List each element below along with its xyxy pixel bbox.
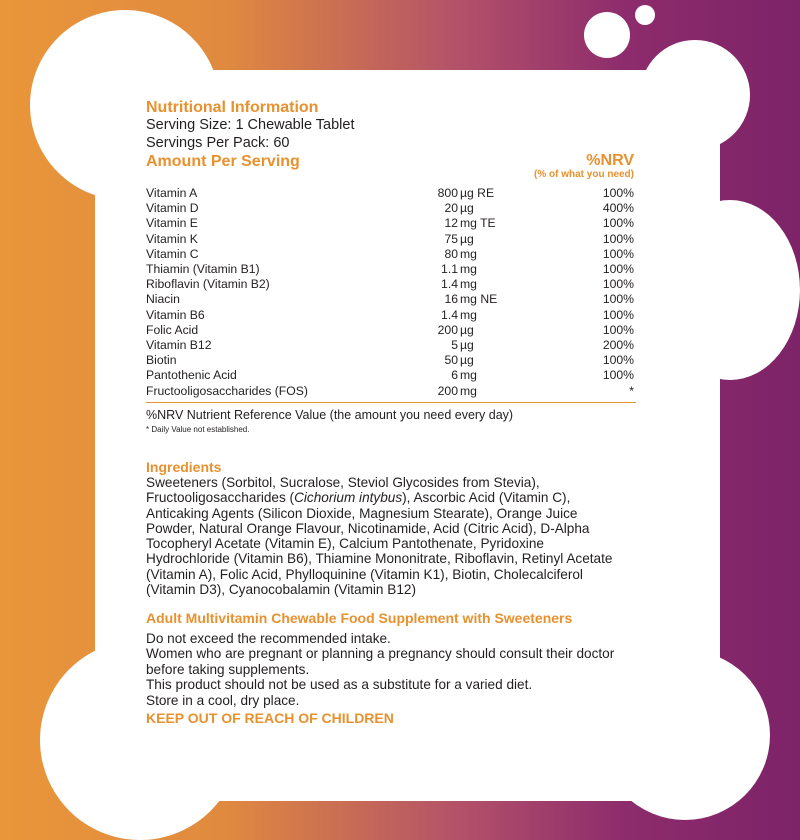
- nutrient-name: Vitamin E: [146, 216, 198, 231]
- nutrient-nrv: *: [629, 383, 634, 398]
- nutrient-name: Vitamin C: [146, 246, 199, 261]
- nutrient-unit: mg: [460, 307, 477, 322]
- ingredients-text-part-1: Sweeteners (Sorbitol, Sucralose, Steviol Glycosides from Stevia), Fructooligosaccharides (: [146, 475, 540, 506]
- nutrient-nrv: 200%: [602, 338, 634, 352]
- nutrient-row: [146, 353, 634, 368]
- nutrient-row: [146, 323, 634, 338]
- nutrient-row: [146, 232, 634, 247]
- nutrient-name: Vitamin A: [146, 186, 198, 200]
- nutrient-nrv: 100%: [602, 353, 634, 368]
- nutrient-amount: 1.1: [441, 262, 458, 276]
- ingredients-title: Ingredients: [146, 459, 222, 475]
- nutrient-amount: 50: [444, 353, 458, 368]
- warning-line: Store in a cool, dry place.: [146, 692, 300, 708]
- serving-size: Serving Size: 1 Chewable Tablet: [146, 117, 355, 133]
- nutrient-amount: 6: [451, 368, 458, 383]
- nutrient-row: [146, 247, 634, 262]
- nutrient-unit: mg: [460, 262, 477, 276]
- nutrient-amount: 1.4: [441, 307, 458, 322]
- nutrient-nrv: 100%: [602, 277, 634, 292]
- nutrient-unit: mg: [460, 277, 477, 292]
- nutrient-name: Riboflavin (Vitamin B2): [146, 277, 270, 292]
- nutrient-nrv: 100%: [602, 231, 634, 246]
- nutrient-nrv: 100%: [602, 262, 634, 276]
- nutrient-nrv: 100%: [602, 307, 634, 322]
- nutrient-name: Folic Acid: [146, 322, 199, 337]
- nutrient-name: Biotin: [146, 353, 177, 368]
- nutrient-row: [146, 308, 634, 323]
- nutrient-amount: 5: [451, 338, 458, 352]
- table-divider: [146, 402, 636, 403]
- nrv-footnote: %NRV Nutrient Reference Value (the amount you need every day): [146, 408, 514, 422]
- nutrient-amount: 12: [444, 216, 458, 231]
- warnings-block: [146, 631, 646, 708]
- nutrient-nrv: 100%: [602, 186, 634, 200]
- ingredients-text-part-2: ), Ascorbic Acid (Vitamin C), Anticaking Agents (Silicon Dioxide, Magnesium Stearate), Orange Juice Powder, Natural Orange Flavour, Nicotinamide, Acid (Citric Acid), D-Alpha Tocopheryl Acetate (Vitamin E), Calcium Pantothenate, Pyridoxine Hydrochloride (Vitamin B6), Thiamine Mononitrate, Riboflavin, Retinyl Acetate (Vitamin A), Folic Acid, Phylloquinine (Vitamin K1), Biotin, Cholecalciferol (Vitamin D3), Cyanocobalamin (Vitamin B12): [146, 490, 613, 598]
- nutrient-amount: 200: [437, 383, 458, 398]
- nutrient-row: [146, 277, 634, 292]
- nutrient-row: [146, 292, 634, 307]
- nutrient-name: Vitamin B6: [146, 307, 205, 322]
- nutrient-amount: 200: [437, 322, 458, 337]
- product-description-title: Adult Multivitamin Chewable Food Supplement with Sweeteners: [146, 610, 573, 626]
- nutrient-amount: 1.4: [441, 277, 458, 292]
- nutrient-name: Vitamin B12: [146, 338, 212, 352]
- nutrient-unit: mg NE: [460, 292, 498, 307]
- keep-out-of-reach-warning: KEEP OUT OF REACH OF CHILDREN: [146, 710, 394, 726]
- nutrient-unit: mg TE: [460, 216, 496, 231]
- nutrient-unit: µg: [460, 322, 474, 337]
- nutrient-unit: mg: [460, 246, 477, 261]
- nrv-subheading: (% of what you need): [534, 169, 634, 180]
- nutrient-unit: µg: [460, 231, 474, 246]
- warning-line: Women who are pregnant or planning a pregnancy should consult their doctor before taking supplements.: [146, 646, 615, 677]
- nutrient-amount: 800: [437, 186, 458, 200]
- nutrient-row: [146, 384, 634, 399]
- nutrient-name: Vitamin K: [146, 231, 198, 246]
- nutrient-amount: 20: [444, 201, 458, 216]
- warning-line: Do not exceed the recommended intake.: [146, 631, 391, 646]
- ingredients-latin-name: Cichorium intybus: [294, 490, 403, 506]
- nutrient-unit: mg: [460, 368, 477, 383]
- nutrient-row: [146, 338, 634, 353]
- nutrient-row: [146, 216, 634, 231]
- nutrient-unit: µg: [460, 338, 474, 352]
- nrv-heading: %NRV: [586, 152, 634, 169]
- nutrient-amount: 16: [444, 292, 458, 307]
- nutrient-nrv: 100%: [602, 322, 634, 337]
- nutrient-name: Thiamin (Vitamin B1): [146, 262, 260, 276]
- amount-per-serving-heading: Amount Per Serving: [146, 153, 300, 170]
- nutrient-name: Pantothenic Acid: [146, 368, 237, 383]
- nutrient-unit: µg: [460, 353, 474, 368]
- nutrient-unit: µg: [460, 201, 474, 216]
- nutrient-nrv: 100%: [602, 368, 634, 383]
- daily-value-footnote: * Daily Value not established.: [146, 425, 250, 434]
- nutrient-unit: µg RE: [460, 186, 495, 200]
- warning-line: This product should not be used as a substitute for a varied diet.: [146, 677, 533, 693]
- nutrient-amount: 75: [444, 231, 458, 246]
- nutrient-row: [146, 201, 634, 216]
- nutrient-nrv: 100%: [602, 246, 634, 261]
- nutrient-name: Fructooligosaccharides (FOS): [146, 383, 308, 398]
- nutrient-name: Vitamin D: [146, 201, 199, 216]
- ingredients-text: [146, 475, 626, 597]
- nutritional-info-title: Nutritional Information: [146, 99, 319, 116]
- nutrient-amount: 80: [444, 246, 458, 261]
- nutrient-unit: mg: [460, 383, 477, 398]
- nutrient-nrv: 400%: [602, 201, 634, 216]
- nutrient-nrv: 100%: [602, 216, 634, 231]
- servings-per-pack: Servings Per Pack: 60: [146, 135, 290, 151]
- nutrient-row: [146, 368, 634, 383]
- nutrient-row: [146, 262, 634, 277]
- nutrient-nrv: 100%: [602, 292, 634, 307]
- nutrient-name: Niacin: [146, 292, 180, 307]
- nutrient-row: [146, 186, 634, 201]
